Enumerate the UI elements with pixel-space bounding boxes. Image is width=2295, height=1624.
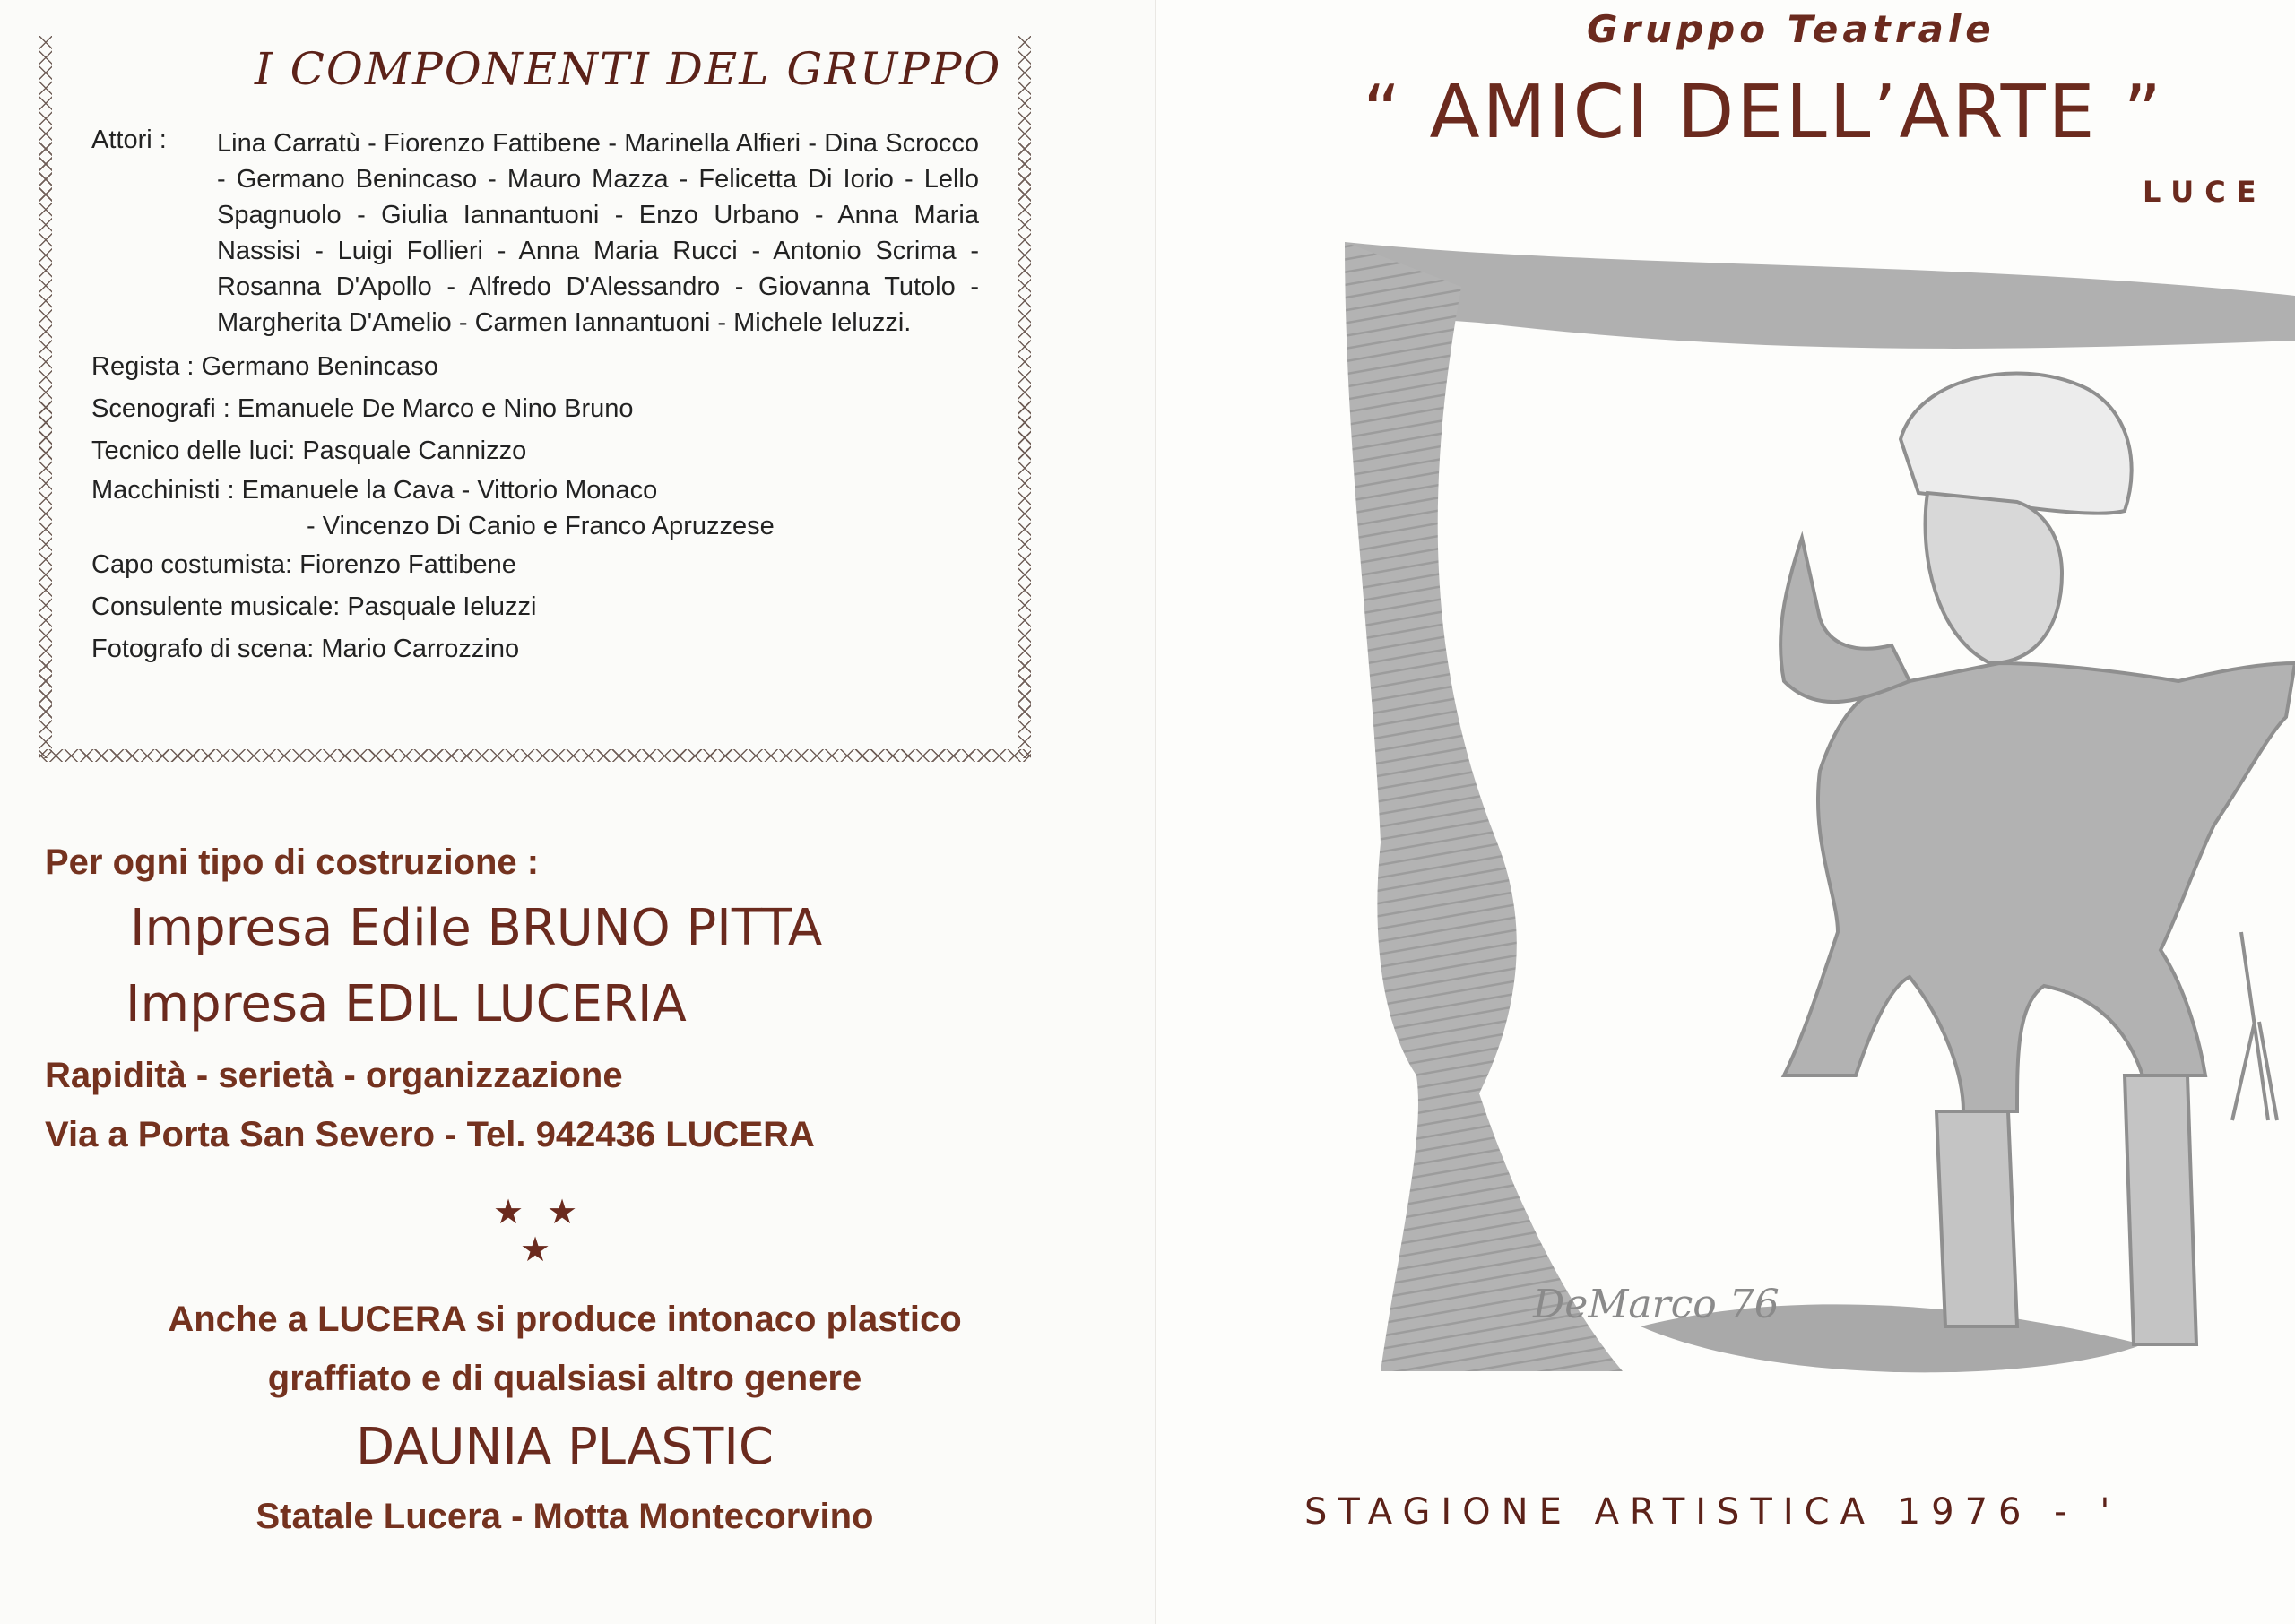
crew-costumes: Capo costumista: Fiorenzo Fattibene bbox=[91, 550, 516, 579]
ad2-brand: DAUNIA PLASTIC bbox=[356, 1418, 774, 1476]
actors-block bbox=[91, 125, 1024, 341]
crew-lighting: Tecnico delle luci: Pasquale Cannizzo bbox=[91, 436, 527, 465]
ornamental-border-left bbox=[39, 36, 52, 758]
crew-stagehands-cont: - Vincenzo Di Canio e Franco Apruzzese bbox=[307, 512, 775, 540]
ad-company-edil-luceria: Impresa EDIL LUCERIA bbox=[126, 975, 687, 1033]
roster-title: I COMPONENTI DEL GRUPPO bbox=[255, 43, 1002, 95]
star-icon: ★ bbox=[493, 1192, 524, 1231]
ornamental-border-bottom bbox=[39, 749, 1031, 762]
crew-set-designers: Scenografi : Emanuele De Marco e Nino Bruno bbox=[91, 394, 634, 423]
cover-subtitle: Gruppo Teatrale bbox=[1587, 7, 1996, 51]
crew-music: Consulente musicale: Pasquale Ieluzzi bbox=[91, 592, 537, 621]
character-figure bbox=[1780, 374, 2295, 1345]
ad-company-bruno-pitta: Impresa Edile BRUNO PITTA bbox=[130, 899, 823, 957]
star-icon: ★ bbox=[520, 1230, 551, 1269]
ad2-line1: Anche a LUCERA si produce intonaco plastico bbox=[168, 1300, 962, 1339]
ad2-line2: graffiato e di qualsiasi altro genere bbox=[267, 1359, 862, 1398]
theater-illustration bbox=[1156, 215, 2295, 1407]
actors-label: Attori : bbox=[91, 125, 167, 154]
cover-page bbox=[1156, 0, 2295, 1624]
cover-city: LUCE bbox=[2143, 175, 2267, 209]
curtain-drape bbox=[1345, 242, 1623, 1371]
curtain-valance bbox=[1345, 242, 2295, 349]
artist-signature: DeMarco 76 bbox=[1533, 1282, 1780, 1327]
crew-stagehands: Macchinisti : Emanuele la Cava - Vittorio Monaco bbox=[91, 476, 658, 505]
roster-frame bbox=[39, 36, 1031, 762]
ad-address: Via a Porta San Severo - Tel. 942436 LUCERA bbox=[45, 1115, 815, 1154]
season-line: STAGIONE ARTISTICA 1976 - ' bbox=[1304, 1491, 2121, 1533]
roster-list bbox=[91, 125, 1024, 670]
star-ornament bbox=[484, 1192, 592, 1273]
star-icon: ★ bbox=[547, 1192, 578, 1231]
ad-slogan: Rapidità - serietà - organizzazione bbox=[45, 1056, 623, 1095]
crew-photographer: Fotografo di scena: Mario Carrozzino bbox=[91, 635, 520, 663]
crew-director: Regista : Germano Benincaso bbox=[91, 352, 438, 381]
ad-intro: Per ogni tipo di costruzione : bbox=[45, 842, 540, 882]
actors-names: Lina Carratù - Fiorenzo Fattibene - Marinella Alfieri - Dina Scrocco - Germano Benincaso - Mauro Mazza - Felicetta Di Iorio - Lello Spagnuolo - Giulia Iannantuoni - Enzo Urbano - Anna Maria Nassisi - Luigi Follieri - Anna Maria Rucci - Antonio Scrima - Rosanna D'Apollo - Alfredo D'Alessandro - Giovanna Tutolo - Margherita D'Amelio - Carmen Iannantuoni - Michele Ieluzzi. bbox=[217, 129, 979, 337]
cover-title: “ AMICI DELL’ARTE ” bbox=[1363, 70, 2165, 155]
ad2-location: Statale Lucera - Motta Montecorvino bbox=[255, 1497, 874, 1536]
